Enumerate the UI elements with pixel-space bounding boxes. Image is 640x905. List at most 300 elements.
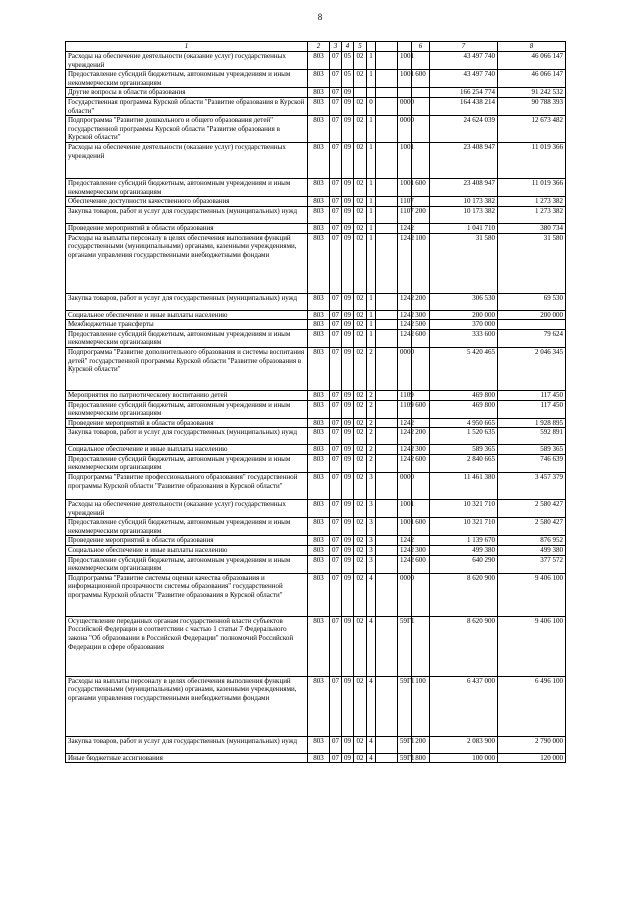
item-code-cell: 59Г1 xyxy=(398,753,412,763)
ministry-code-cell: 803 xyxy=(308,206,330,223)
subsection-code-cell: 09 xyxy=(342,116,354,143)
amount-year1-cell: 370 000 xyxy=(430,320,498,330)
program-code-cell: 02 xyxy=(354,536,367,546)
row-name-cell: Предоставление субсидий бюджетным, автономным учреждениям и иным некоммерческим организациям xyxy=(66,329,308,347)
subsection-code-cell: 09 xyxy=(342,293,354,310)
header-cell: 6 xyxy=(412,42,430,52)
program-code-cell: 02 xyxy=(354,400,367,418)
program-code-cell: 02 xyxy=(354,454,367,472)
ministry-code-cell: 803 xyxy=(308,70,330,88)
page-number: 8 xyxy=(317,12,323,22)
ministry-code-cell: 803 xyxy=(308,753,330,763)
ministry-code-cell: 803 xyxy=(308,52,330,70)
program-code-cell: 02 xyxy=(354,70,367,88)
amount-year2-cell: 3 457 379 xyxy=(498,473,566,500)
ministry-code-cell: 803 xyxy=(308,573,330,616)
section-code-cell: 07 xyxy=(330,753,342,763)
table-row xyxy=(66,233,566,293)
amount-year2-cell: 2 580 427 xyxy=(498,518,566,536)
row-name-cell: Социальное обеспечение и иные выплаты населению xyxy=(66,445,308,455)
subprogram-code-cell: 4 xyxy=(367,676,376,736)
amount-year1-cell: 200 000 xyxy=(430,310,498,320)
program-code-cell: 02 xyxy=(354,197,367,207)
subsection-code-cell: 09 xyxy=(342,736,354,753)
program-code-cell: 02 xyxy=(354,223,367,233)
program-code-cell xyxy=(354,88,367,98)
code-spacer-cell xyxy=(376,70,398,88)
subprogram-code-cell: 4 xyxy=(367,616,376,676)
code-spacer-cell xyxy=(376,676,398,736)
subsection-code-cell: 09 xyxy=(342,390,354,400)
row-name-cell: Межбюджетные трансферты xyxy=(66,320,308,330)
ministry-code-cell: 803 xyxy=(308,390,330,400)
expense-type-cell xyxy=(412,536,430,546)
table-row xyxy=(66,473,566,500)
code-spacer-cell xyxy=(376,753,398,763)
program-code-cell: 02 xyxy=(354,418,367,428)
ministry-code-cell: 803 xyxy=(308,555,330,573)
header-cell: 4 xyxy=(342,42,354,52)
subsection-code-cell: 09 xyxy=(342,179,354,197)
ministry-code-cell: 803 xyxy=(308,329,330,347)
row-name-cell: Расходы на выплаты персоналу в целях обеспечения выполнения функций государственными (муниципальными) органами, казенными учреждениями, органами управления государственными внебюджетными фондами xyxy=(66,676,308,736)
expense-type-cell: 500 xyxy=(412,320,430,330)
amount-year2-cell: 380 734 xyxy=(498,223,566,233)
subsection-code-cell: 09 xyxy=(342,310,354,320)
code-spacer-cell xyxy=(376,500,398,518)
amount-year2-cell: 69 530 xyxy=(498,293,566,310)
expense-type-cell: 100 xyxy=(412,676,430,736)
program-code-cell: 02 xyxy=(354,676,367,736)
table-row xyxy=(66,329,566,347)
item-code-cell: 1242 xyxy=(398,536,412,546)
amount-year1-cell: 10 173 382 xyxy=(430,197,498,207)
program-code-cell: 02 xyxy=(354,143,367,179)
subprogram-code-cell: 4 xyxy=(367,753,376,763)
expense-type-cell xyxy=(412,88,430,98)
code-spacer-cell xyxy=(376,736,398,753)
amount-year2-cell: 1 273 382 xyxy=(498,197,566,207)
amount-year2-cell: 746 639 xyxy=(498,454,566,472)
code-spacer-cell xyxy=(376,88,398,98)
code-spacer-cell xyxy=(376,197,398,207)
expense-type-cell: 300 xyxy=(412,310,430,320)
ministry-code-cell: 803 xyxy=(308,347,330,390)
item-code-cell: 0000 xyxy=(398,116,412,143)
amount-year1-cell: 43 497 740 xyxy=(430,52,498,70)
ministry-code-cell: 803 xyxy=(308,518,330,536)
expense-type-cell: 200 xyxy=(412,736,430,753)
amount-year1-cell: 640 290 xyxy=(430,555,498,573)
row-name-cell: Проведение мероприятий в области образования xyxy=(66,223,308,233)
amount-year2-cell: 377 572 xyxy=(498,555,566,573)
header-cell xyxy=(398,42,412,52)
header-cell xyxy=(367,42,376,52)
subprogram-code-cell: 2 xyxy=(367,445,376,455)
header-cell: 7 xyxy=(430,42,498,52)
header-cell: 2 xyxy=(308,42,330,52)
section-code-cell: 07 xyxy=(330,52,342,70)
amount-year2-cell: 1 273 382 xyxy=(498,206,566,223)
amount-year2-cell: 9 406 100 xyxy=(498,573,566,616)
table-row xyxy=(66,223,566,233)
amount-year2-cell: 1 928 895 xyxy=(498,418,566,428)
code-spacer-cell xyxy=(376,97,398,115)
section-code-cell: 07 xyxy=(330,518,342,536)
expense-type-cell xyxy=(412,97,430,115)
amount-year1-cell: 8 620 900 xyxy=(430,616,498,676)
section-code-cell: 07 xyxy=(330,400,342,418)
amount-year2-cell: 2 046 345 xyxy=(498,347,566,390)
amount-year2-cell: 2 790 000 xyxy=(498,736,566,753)
section-code-cell: 07 xyxy=(330,320,342,330)
row-name-cell: Подпрограмма "Развитие дополнительного образования и системы воспитания детей" государственной программы Курской области "Развитие образования в Курской области" xyxy=(66,347,308,390)
program-code-cell: 02 xyxy=(354,546,367,556)
amount-year1-cell: 43 497 740 xyxy=(430,70,498,88)
subsection-code-cell: 09 xyxy=(342,546,354,556)
expense-type-cell xyxy=(412,197,430,207)
amount-year1-cell: 24 624 039 xyxy=(430,116,498,143)
row-name-cell: Другие вопросы в области образования xyxy=(66,88,308,98)
program-code-cell: 02 xyxy=(354,310,367,320)
item-code-cell: 1001 xyxy=(398,179,412,197)
row-name-cell: Предоставление субсидий бюджетным, автономным учреждениям и иным некоммерческим организациям xyxy=(66,70,308,88)
amount-year2-cell: 11 019 366 xyxy=(498,179,566,197)
amount-year2-cell: 46 066 147 xyxy=(498,52,566,70)
subsection-code-cell: 09 xyxy=(342,88,354,98)
code-spacer-cell xyxy=(376,52,398,70)
row-name-cell: Иные бюджетные ассигнования xyxy=(66,753,308,763)
section-code-cell: 07 xyxy=(330,97,342,115)
code-spacer-cell xyxy=(376,518,398,536)
ministry-code-cell: 803 xyxy=(308,310,330,320)
expense-type-cell: 600 xyxy=(412,70,430,88)
row-name-cell: Предоставление субсидий бюджетным, автономным учреждениям и иным некоммерческим организациям xyxy=(66,179,308,197)
section-code-cell: 07 xyxy=(330,736,342,753)
subprogram-code-cell: 1 xyxy=(367,52,376,70)
item-code-cell: 59Г1 xyxy=(398,736,412,753)
subsection-code-cell: 09 xyxy=(342,329,354,347)
section-code-cell: 07 xyxy=(330,310,342,320)
section-code-cell: 07 xyxy=(330,418,342,428)
subprogram-code-cell: 1 xyxy=(367,293,376,310)
amount-year1-cell: 5 420 465 xyxy=(430,347,498,390)
amount-year1-cell: 2 840 665 xyxy=(430,454,498,472)
amount-year1-cell: 1 520 635 xyxy=(430,428,498,445)
ministry-code-cell: 803 xyxy=(308,454,330,472)
row-name-cell: Предоставление субсидий бюджетным, автономным учреждениям и иным некоммерческим организациям xyxy=(66,454,308,472)
subsection-code-cell: 05 xyxy=(342,52,354,70)
header-cell: 8 xyxy=(498,42,566,52)
amount-year1-cell: 10 321 710 xyxy=(430,500,498,518)
expense-type-cell xyxy=(412,473,430,500)
code-spacer-cell xyxy=(376,418,398,428)
item-code-cell: 59Г1 xyxy=(398,676,412,736)
code-spacer-cell xyxy=(376,310,398,320)
amount-year1-cell: 23 408 947 xyxy=(430,143,498,179)
amount-year1-cell: 469 800 xyxy=(430,400,498,418)
subsection-code-cell: 09 xyxy=(342,753,354,763)
table-row xyxy=(66,179,566,197)
subsection-code-cell: 09 xyxy=(342,676,354,736)
expense-type-cell: 200 xyxy=(412,428,430,445)
amount-year1-cell: 11 461 380 xyxy=(430,473,498,500)
amount-year2-cell: 46 066 147 xyxy=(498,70,566,88)
amount-year2-cell: 120 000 xyxy=(498,753,566,763)
amount-year1-cell: 166 254 774 xyxy=(430,88,498,98)
code-spacer-cell xyxy=(376,179,398,197)
item-code-cell: 1001 xyxy=(398,518,412,536)
subprogram-code-cell: 0 xyxy=(367,97,376,115)
subsection-code-cell: 09 xyxy=(342,197,354,207)
item-code-cell: 1242 xyxy=(398,293,412,310)
ministry-code-cell: 803 xyxy=(308,546,330,556)
expense-type-cell xyxy=(412,116,430,143)
program-code-cell: 02 xyxy=(354,206,367,223)
program-code-cell: 02 xyxy=(354,320,367,330)
item-code-cell: 1109 xyxy=(398,390,412,400)
item-code-cell: 1242 xyxy=(398,428,412,445)
amount-year1-cell: 1 139 670 xyxy=(430,536,498,546)
subprogram-code-cell: 3 xyxy=(367,555,376,573)
expense-type-cell xyxy=(412,573,430,616)
header-cell: 3 xyxy=(330,42,342,52)
amount-year2-cell: 589 365 xyxy=(498,445,566,455)
item-code-cell: 1001 xyxy=(398,143,412,179)
item-code-cell: 1107 xyxy=(398,206,412,223)
program-code-cell: 02 xyxy=(354,97,367,115)
item-code-cell: 1109 xyxy=(398,400,412,418)
code-spacer-cell xyxy=(376,233,398,293)
code-spacer-cell xyxy=(376,390,398,400)
subprogram-code-cell: 1 xyxy=(367,179,376,197)
table-row xyxy=(66,116,566,143)
item-code-cell: 1001 xyxy=(398,52,412,70)
subsection-code-cell: 09 xyxy=(342,500,354,518)
code-spacer-cell xyxy=(376,143,398,179)
table-row xyxy=(66,197,566,207)
section-code-cell: 07 xyxy=(330,473,342,500)
amount-year1-cell: 499 380 xyxy=(430,546,498,556)
expense-type-cell xyxy=(412,223,430,233)
table-row xyxy=(66,555,566,573)
subsection-code-cell: 09 xyxy=(342,428,354,445)
ministry-code-cell: 803 xyxy=(308,197,330,207)
row-name-cell: Закупка товаров, работ и услуг для государственных (муниципальных) нужд xyxy=(66,736,308,753)
amount-year1-cell: 2 083 900 xyxy=(430,736,498,753)
subsection-code-cell: 09 xyxy=(342,320,354,330)
row-name-cell: Социальное обеспечение и иные выплаты населению xyxy=(66,546,308,556)
program-code-cell: 02 xyxy=(354,518,367,536)
program-code-cell: 02 xyxy=(354,233,367,293)
row-name-cell: Расходы на обеспечение деятельности (оказание услуг) государственных учреждений xyxy=(66,500,308,518)
row-name-cell: Мероприятия по патриотическому воспитанию детей xyxy=(66,390,308,400)
code-spacer-cell xyxy=(376,293,398,310)
ministry-code-cell: 803 xyxy=(308,536,330,546)
row-name-cell: Осуществление переданных органам государственной власти субъектов Российской Федерации в соответствии с частью 1 статьи 7 Федерального закона "Об образовании в Российской Федерации" полномочий Российской Федерации в сфере образования xyxy=(66,616,308,676)
expense-type-cell: 600 xyxy=(412,179,430,197)
amount-year2-cell: 876 952 xyxy=(498,536,566,546)
subsection-code-cell: 09 xyxy=(342,454,354,472)
amount-year2-cell: 91 242 532 xyxy=(498,88,566,98)
subsection-code-cell: 09 xyxy=(342,518,354,536)
expense-type-cell: 200 xyxy=(412,293,430,310)
subprogram-code-cell: 1 xyxy=(367,310,376,320)
item-code-cell: 1242 xyxy=(398,329,412,347)
subprogram-code-cell: 1 xyxy=(367,329,376,347)
section-code-cell: 07 xyxy=(330,546,342,556)
ministry-code-cell: 803 xyxy=(308,293,330,310)
subprogram-code-cell: 1 xyxy=(367,143,376,179)
subprogram-code-cell: 1 xyxy=(367,116,376,143)
subprogram-code-cell: 4 xyxy=(367,736,376,753)
table-row xyxy=(66,310,566,320)
section-code-cell: 07 xyxy=(330,143,342,179)
section-code-cell: 07 xyxy=(330,206,342,223)
ministry-code-cell: 803 xyxy=(308,616,330,676)
header-row xyxy=(66,42,566,52)
code-spacer-cell xyxy=(376,573,398,616)
row-name-cell: Предоставление субсидий бюджетным, автономным учреждениям и иным некоммерческим организациям xyxy=(66,518,308,536)
section-code-cell: 07 xyxy=(330,500,342,518)
section-code-cell: 07 xyxy=(330,390,342,400)
ministry-code-cell: 803 xyxy=(308,88,330,98)
subsection-code-cell: 09 xyxy=(342,400,354,418)
code-spacer-cell xyxy=(376,536,398,546)
subsection-code-cell: 09 xyxy=(342,573,354,616)
amount-year1-cell: 100 000 xyxy=(430,753,498,763)
section-code-cell: 07 xyxy=(330,536,342,546)
amount-year1-cell: 589 365 xyxy=(430,445,498,455)
row-name-cell: Закупка товаров, работ и услуг для государственных (муниципальных) нужд xyxy=(66,206,308,223)
item-code-cell: 1242 xyxy=(398,454,412,472)
row-name-cell: Расходы на обеспечение деятельности (оказание услуг) государственных учреждений xyxy=(66,52,308,70)
expense-type-cell xyxy=(412,52,430,70)
subprogram-code-cell: 2 xyxy=(367,400,376,418)
row-name-cell: Предоставление субсидий бюджетным, автономным учреждениям и иным некоммерческим организациям xyxy=(66,400,308,418)
amount-year1-cell: 31 580 xyxy=(430,233,498,293)
subprogram-code-cell: 3 xyxy=(367,546,376,556)
program-code-cell: 02 xyxy=(354,390,367,400)
program-code-cell: 02 xyxy=(354,116,367,143)
subsection-code-cell: 09 xyxy=(342,418,354,428)
subprogram-code-cell: 3 xyxy=(367,518,376,536)
subprogram-code-cell: 2 xyxy=(367,428,376,445)
subprogram-code-cell: 1 xyxy=(367,197,376,207)
subprogram-code-cell: 1 xyxy=(367,206,376,223)
section-code-cell: 07 xyxy=(330,555,342,573)
expense-type-cell: 600 xyxy=(412,454,430,472)
amount-year2-cell: 90 788 393 xyxy=(498,97,566,115)
budget-table xyxy=(65,41,566,763)
subsection-code-cell: 09 xyxy=(342,536,354,546)
item-code-cell: 1001 xyxy=(398,70,412,88)
program-code-cell: 02 xyxy=(354,52,367,70)
item-code-cell: 1242 xyxy=(398,445,412,455)
code-spacer-cell xyxy=(376,555,398,573)
program-code-cell: 02 xyxy=(354,500,367,518)
item-code-cell: 59Г1 xyxy=(398,616,412,676)
code-spacer-cell xyxy=(376,454,398,472)
code-spacer-cell xyxy=(376,116,398,143)
row-name-cell: Проведение мероприятий в области образования xyxy=(66,536,308,546)
code-spacer-cell xyxy=(376,616,398,676)
table-row xyxy=(66,736,566,753)
subprogram-code-cell xyxy=(367,88,376,98)
row-name-cell: Расходы на выплаты персоналу в целях обеспечения выполнения функций государственными (муниципальными) органами, казенными учреждениями, органами управления государственными внебюджетными фондами xyxy=(66,233,308,293)
program-code-cell: 02 xyxy=(354,555,367,573)
row-name-cell: Обеспечение доступности качественного образования xyxy=(66,197,308,207)
amount-year2-cell xyxy=(498,320,566,330)
section-code-cell: 07 xyxy=(330,616,342,676)
expense-type-cell xyxy=(412,616,430,676)
ministry-code-cell: 803 xyxy=(308,445,330,455)
program-code-cell: 02 xyxy=(354,329,367,347)
subprogram-code-cell: 2 xyxy=(367,418,376,428)
header-cell: 5 xyxy=(354,42,367,52)
subsection-code-cell: 09 xyxy=(342,473,354,500)
subsection-code-cell: 09 xyxy=(342,223,354,233)
table-row xyxy=(66,418,566,428)
expense-type-cell: 600 xyxy=(412,329,430,347)
expense-type-cell: 600 xyxy=(412,400,430,418)
ministry-code-cell: 803 xyxy=(308,500,330,518)
section-code-cell: 07 xyxy=(330,233,342,293)
table-row xyxy=(66,206,566,223)
code-spacer-cell xyxy=(376,445,398,455)
item-code-cell: 1242 xyxy=(398,310,412,320)
item-code-cell: 1001 xyxy=(398,500,412,518)
code-spacer-cell xyxy=(376,400,398,418)
section-code-cell: 07 xyxy=(330,88,342,98)
amount-year2-cell: 6 496 100 xyxy=(498,676,566,736)
section-code-cell: 07 xyxy=(330,329,342,347)
ministry-code-cell: 803 xyxy=(308,223,330,233)
code-spacer-cell xyxy=(376,347,398,390)
code-spacer-cell xyxy=(376,320,398,330)
table-row xyxy=(66,293,566,310)
expense-type-cell: 300 xyxy=(412,445,430,455)
row-name-cell: Закупка товаров, работ и услуг для государственных (муниципальных) нужд xyxy=(66,428,308,445)
row-name-cell: Государственная программа Курской области "Развитие образования в Курской области" xyxy=(66,97,308,115)
code-spacer-cell xyxy=(376,206,398,223)
expense-type-cell xyxy=(412,418,430,428)
code-spacer-cell xyxy=(376,428,398,445)
row-name-cell: Подпрограмма "Развитие дошкольного и общего образования детей" государственной программы Курской области "Развитие образования в Курской области" xyxy=(66,116,308,143)
amount-year1-cell: 8 620 900 xyxy=(430,573,498,616)
subprogram-code-cell: 2 xyxy=(367,454,376,472)
section-code-cell: 07 xyxy=(330,293,342,310)
subsection-code-cell: 05 xyxy=(342,70,354,88)
subprogram-code-cell: 4 xyxy=(367,573,376,616)
program-code-cell: 02 xyxy=(354,616,367,676)
subsection-code-cell: 09 xyxy=(342,206,354,223)
expense-type-cell xyxy=(412,500,430,518)
section-code-cell: 07 xyxy=(330,116,342,143)
amount-year1-cell: 4 950 665 xyxy=(430,418,498,428)
ministry-code-cell: 803 xyxy=(308,736,330,753)
ministry-code-cell: 803 xyxy=(308,428,330,445)
item-code-cell: 1107 xyxy=(398,197,412,207)
item-code-cell: 1242 xyxy=(398,418,412,428)
expense-type-cell: 200 xyxy=(412,206,430,223)
item-code-cell: 1242 xyxy=(398,233,412,293)
amount-year1-cell: 23 408 947 xyxy=(430,179,498,197)
section-code-cell: 07 xyxy=(330,70,342,88)
expense-type-cell xyxy=(412,390,430,400)
amount-year1-cell: 1 041 710 xyxy=(430,223,498,233)
amount-year2-cell: 499 380 xyxy=(498,546,566,556)
